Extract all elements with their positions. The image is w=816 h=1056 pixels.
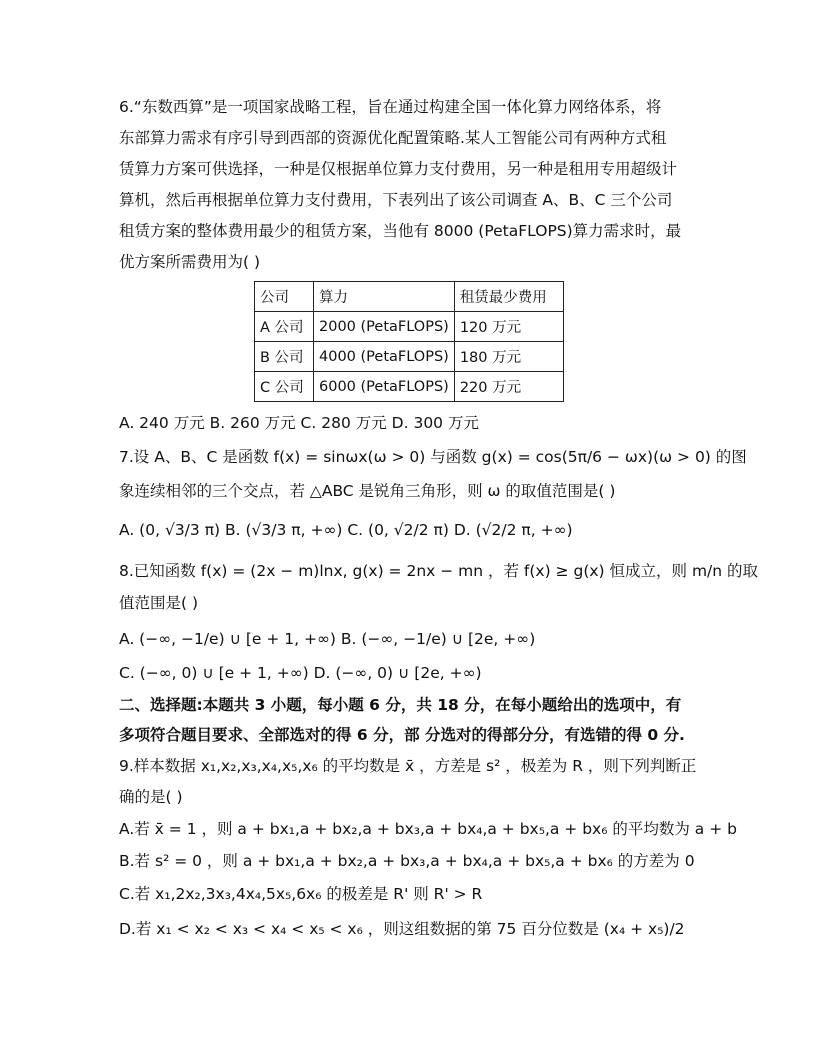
q7-options: A. (0, √3/3 π) B. (√3/3 π, +∞) C. (0, √2/2 π) D. (√2/2 π, +∞) (119, 521, 573, 539)
table-header-row (255, 282, 564, 312)
q6-options: A. 240 万元 B. 260 万元 C. 280 万元 D. 300 万元 (119, 414, 479, 432)
table-cell: 4000 (PetaFLOPS) (314, 342, 455, 372)
q9-text-line-2: 确的是( ) (119, 788, 183, 806)
q9-option-c: C.若 x₁,2x₂,3x₃,4x₄,5x₅,6x₆ 的极差是 R' 则 R' > R (119, 885, 483, 903)
q7-text-line-2: 象连续相邻的三个交点，若 △ABC 是锐角三角形，则 ω 的取值范围是( ) (119, 482, 616, 500)
q8-text-line-1: 8.已知函数 f(x) = (2x − m)lnx, g(x) = 2nx − mn ，若 f(x) ≥ g(x) 恒成立，则 m/n 的取 (119, 562, 759, 580)
q8-options-cd: C. (−∞, 0) ∪ [e + 1, +∞) D. (−∞, 0) ∪ [2e, +∞) (119, 664, 482, 682)
table-cell: 120 万元 (454, 312, 563, 342)
table-cell: 180 万元 (454, 342, 563, 372)
table-row (255, 372, 564, 402)
q6-text-line-3: 赁算力方案可供选择，一种是仅根据单位算力支付费用，另一种是租用专用超级计 (119, 160, 678, 178)
table-cell: A 公司 (255, 312, 314, 342)
table-header-cell: 公司 (255, 282, 314, 312)
table-cell: 6000 (PetaFLOPS) (314, 372, 455, 402)
table-header-cell: 租赁最少费用 (454, 282, 563, 312)
q6-text-line-2: 东部算力需求有序引导到西部的资源优化配置策略.某人工智能公司有两种方式租 (119, 129, 667, 147)
q8-options-ab: A. (−∞, −1/e) ∪ [e + 1, +∞) B. (−∞, −1/e) ∪ [2e, +∞) (119, 630, 536, 648)
q6-text-line-6: 优方案所需费用为( ) (119, 253, 261, 271)
q6-text-line-4: 算机，然后再根据单位算力支付费用，下表列出了该公司调查 A、B、C 三个公司 (119, 191, 673, 209)
table-row (255, 312, 564, 342)
section2-heading-line-2: 多项符合题目要求、全部选对的得 6 分，部 分选对的得部分分，有选错的得 0 分. (119, 726, 685, 744)
q9-option-a: A.若 x̄ = 1 ，则 a + bx₁,a + bx₂,a + bx₃,a + bx₄,a + bx₅,a + bx₆ 的平均数为 a + b (119, 820, 737, 838)
q8-text-line-2: 值范围是( ) (119, 594, 199, 612)
table-cell: 220 万元 (454, 372, 563, 402)
table-cell: B 公司 (255, 342, 314, 372)
section2-heading-line-1: 二、选择题:本题共 3 小题，每小题 6 分，共 18 分，在每小题给出的选项中，有 (119, 696, 682, 714)
q7-text-line-1: 7.设 A、B、C 是函数 f(x) = sinωx(ω > 0) 与函数 g(x) = cos(5π/6 − ωx)(ω > 0) 的图 (119, 448, 747, 466)
table-cell: C 公司 (255, 372, 314, 402)
table-row (255, 342, 564, 372)
q6-text-line-1: 6.“东数西算”是一项国家战略工程，旨在通过构建全国一体化算力网络体系，将 (119, 98, 662, 116)
q9-text-line-1: 9.样本数据 x₁,x₂,x₃,x₄,x₅,x₆ 的平均数是 x̄ ，方差是 s² ，极差为 R ，则下列判断正 (119, 757, 697, 775)
q6-text-line-5: 租赁方案的整体费用最少的租赁方案，当他有 8000 (PetaFLOPS)算力需求时，最 (119, 222, 682, 240)
table-cell: 2000 (PetaFLOPS) (314, 312, 455, 342)
q9-option-d: D.若 x₁ < x₂ < x₃ < x₄ < x₅ < x₆ ，则这组数据的第 75 百分位数是 (x₄ + x₅)/2 (119, 920, 685, 938)
q9-option-b: B.若 s² = 0 ，则 a + bx₁,a + bx₂,a + bx₃,a + bx₄,a + bx₅,a + bx₆ 的方差为 0 (119, 852, 695, 870)
table-header-cell: 算力 (314, 282, 455, 312)
rental-table (254, 281, 564, 402)
